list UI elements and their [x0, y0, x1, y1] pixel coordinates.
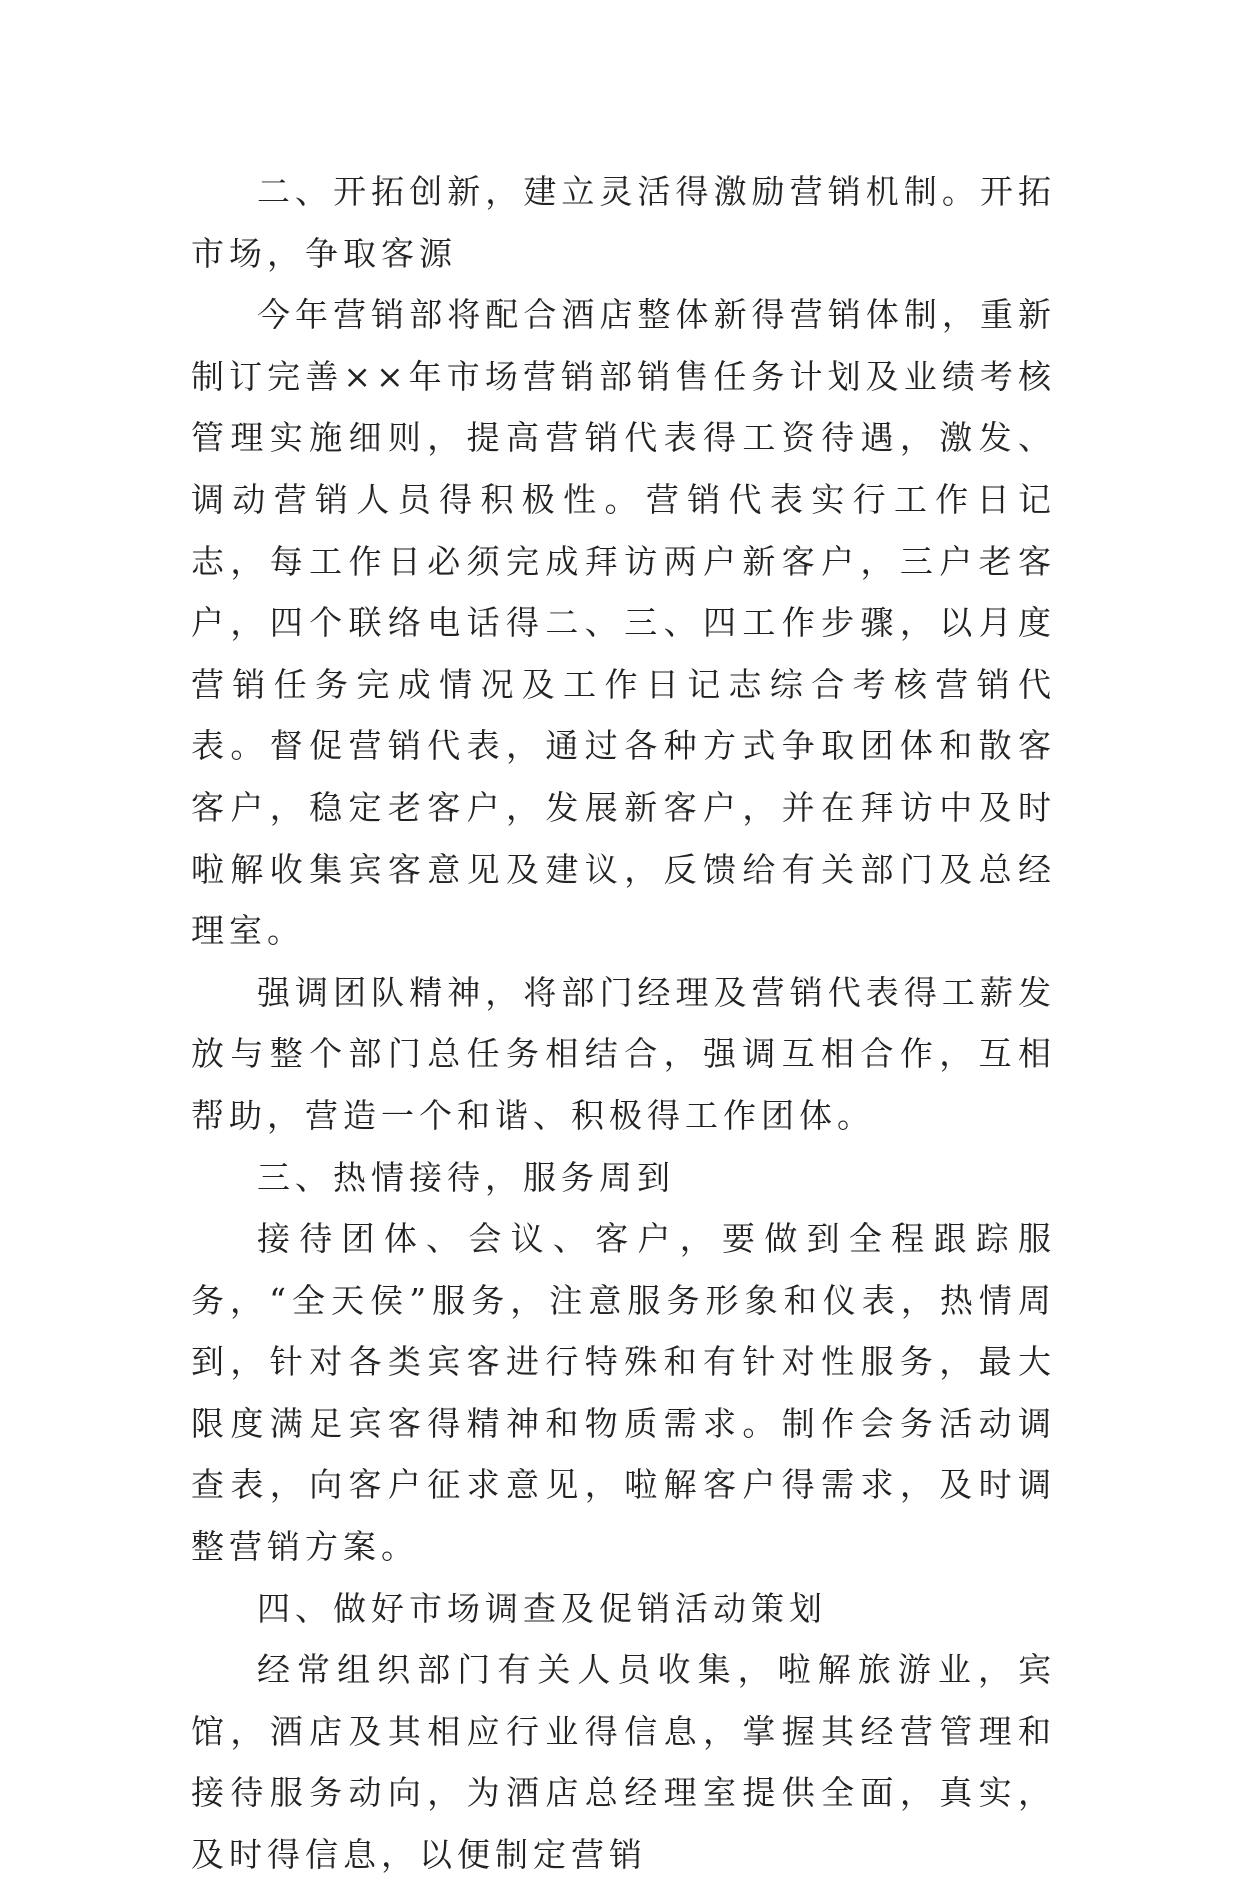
paragraph-marketing-system: 今年营销部将配合酒店整体新得营销体制，重新制订完善××年市场营销部销售任务计划及业绩考核管理实施细则，提高营销代表得工资待遇，激发、调动营销人员得积极性。营销代表实行工作日记志，每工作日必须完成拜访两户新客户，三户老客户，四个联络电话得二、三、四工作步骤，以月度营销任务完成情况及工作日记志综合考核营销代表。督促营销代表，通过各种方式争取团体和散客客户，稳定老客户，发展新客户，并在拜访中及时啦解收集宾客意见及建议，反馈给有关部门及总经理室。: [191, 295, 1056, 951]
paragraph-team-spirit: 强调团队精神，将部门经理及营销代表得工薪发放与整个部门总任务相结合，强调互相合作，互相帮助，营造一个和谐、积极得工作团体。: [191, 972, 1056, 1135]
paragraph-market-research: 经常组织部门有关人员收集，啦解旅游业，宾馆，酒店及其相应行业得信息，掌握其经营管理和接待服务动向，为酒店总经理室提供全面，真实，及时得信息，以便制定营销: [191, 1650, 1056, 1875]
paragraph-reception-service: 接待团体、会议、客户，要做到全程跟踪服务，“全天侯”服务，注意服务形象和仪表，热情周到，针对各类宾客进行特殊和有针对性服务，最大限度满足宾客得精神和物质需求。制作会务活动调查表，向客户征求意见，啦解客户得需求，及时调整营销方案。: [191, 1219, 1056, 1567]
section-heading-2: 二、开拓创新，建立灵活得激励营销机制。开拓市场，争取客源: [191, 172, 1056, 273]
document-body: [191, 161, 1056, 1886]
section-heading-3: 三、热情接待，服务周到: [257, 1157, 675, 1197]
section-heading-4: 四、做好市场调查及促销活动策划: [257, 1588, 827, 1628]
